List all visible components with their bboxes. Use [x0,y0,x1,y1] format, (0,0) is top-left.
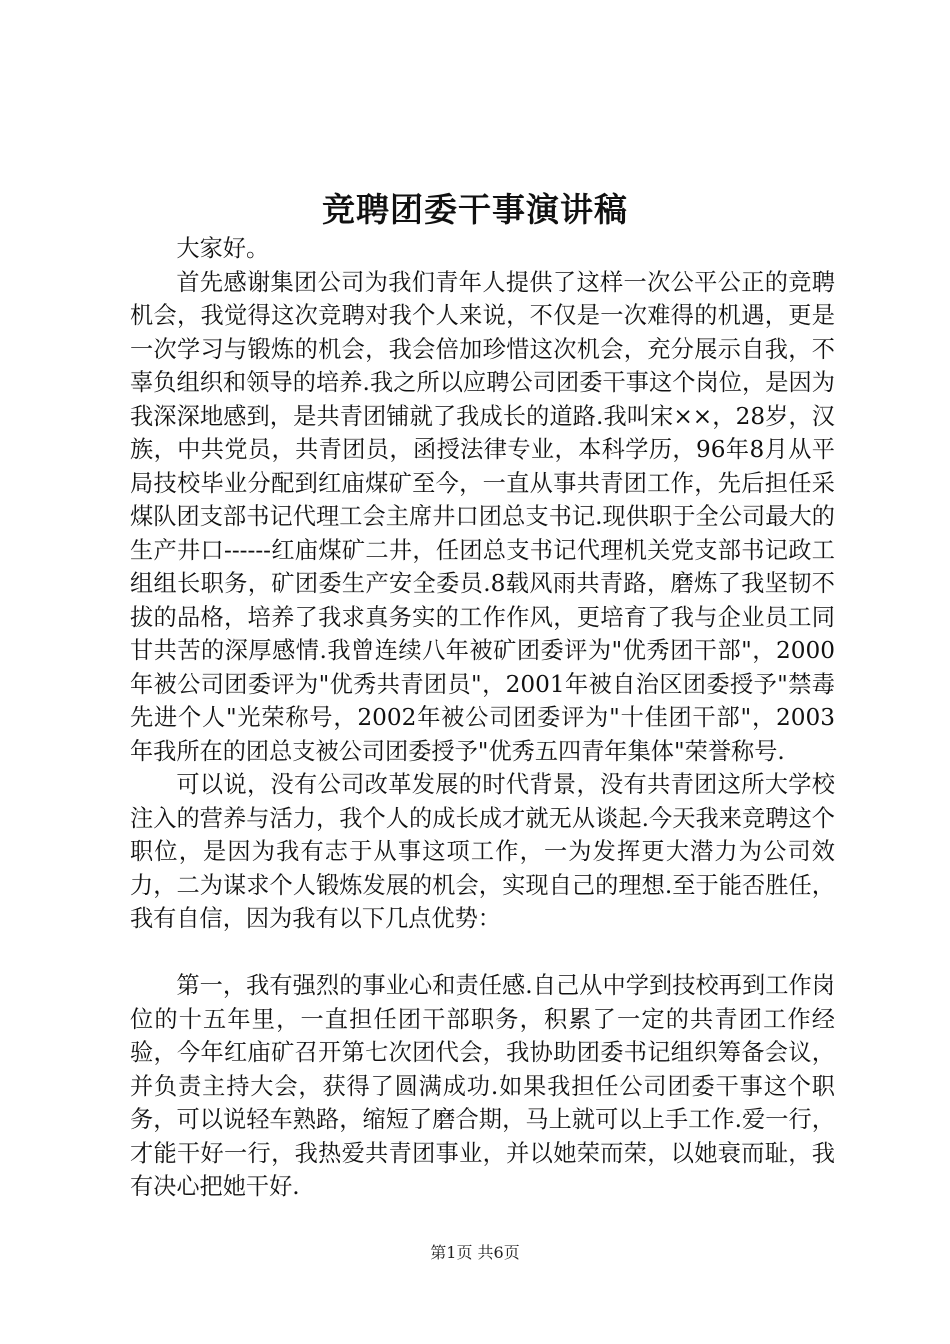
paragraph-motivation: 可以说，没有公司改革发展的时代背景，没有共青团这所大学校注入的营养与活力，我个人的成长成才就无从谈起.今天我来竞聘这个职位，是因为我有志于从事这项工作，一为发挥更大潜力为公司效力，二为谋求个人锻炼发展的机会，实现自己的理想.至于能否胜任，我有自信，因为我有以下几点优势： [130,771,835,932]
document-body [130,232,835,1204]
document-title: 竞聘团委干事演讲稿 [322,190,628,229]
page-number: 第1页 共6页 [430,1243,520,1262]
paragraph-introduction: 首先感谢集团公司为我们青年人提供了这样一次公平公正的竞聘机会，我觉得这次竞聘对我个人来说，不仅是一次难得的机遇，更是一次学习与锻炼的机会，我会倍加珍惜这次机会，充分展示自我，不辜负组织和领导的培养.我之所以应聘公司团委干事这个岗位，是因为我深深地感到，是共青团铺就了我成长的道路.我叫宋××，28岁，汉族，中共党员，共青团员，函授法律专业，本科学历，96年8月从平局技校毕业分配到红庙煤矿至今，一直从事共青团工作，先后担任采煤队团支部书记代理工会主席井口团总支书记.现供职于全公司最大的生产井口------红庙煤矿二井，任团总支书记代理机关党支部书记政工组组长职务，矿团委生产安全委员.8载风雨共青路，磨炼了我坚韧不拔的品格，培养了我求真务实的工作作风，更培育了我与企业员工同甘共苦的深厚感情.我曾连续八年被矿团委评为"优秀团干部"，2000年被公司团委评为"优秀共青团员"，2001年被自治区团委授予"禁毒先进个人"光荣称号，2002年被公司团委评为"十佳团干部"，2003年我所在的团总支被公司团委授予"优秀五四青年集体"荣誉称号. [130,268,835,765]
paragraph-advantage-one: 第一，我有强烈的事业心和责任感.自己从中学到技校再到工作岗位的十五年里，一直担任团干部职务，积累了一定的共青团工作经验，今年红庙矿召开第七次团代会，我协助团委书记组织筹备会议，并负责主持大会，获得了圆满成功.如果我担任公司团委干事这个职务，可以说轻车熟路，缩短了磨合期，马上就可以上手工作.爱一行，才能干好一行，我热爱共青团事业，并以她荣而荣，以她衰而耻，我有决心把她干好. [130,972,835,1200]
paragraph-greeting: 大家好。 [176,235,270,262]
